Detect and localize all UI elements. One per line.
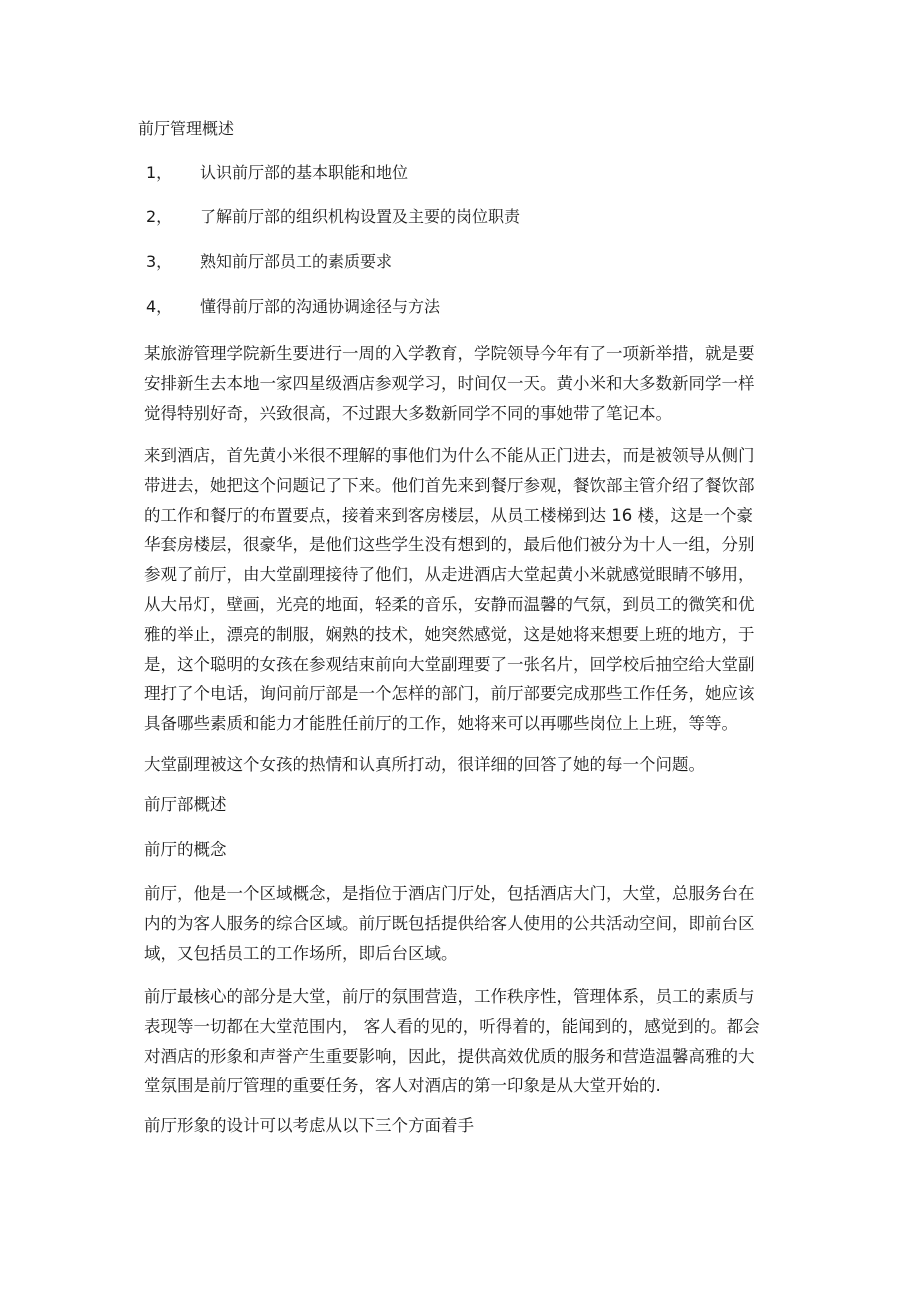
objective-item — [146, 162, 408, 184]
section-heading: 前厅部概述 — [144, 795, 227, 814]
objective-text: 认识前厅部的基本职能和地位 — [200, 163, 409, 182]
objective-item — [146, 206, 520, 228]
text-line: 前厅，他是一个区域概念，是指位于酒店门厅处，包括酒店大门，大堂，总服务台在 — [144, 884, 755, 903]
objective-item — [146, 296, 440, 318]
core-paragraph — [144, 982, 784, 1101]
text-line: 觉得特别好奇，兴致很高，不过跟大多数新同学不同的事她带了笔记本。 — [144, 403, 672, 423]
case-story-paragraph — [144, 441, 784, 739]
text-line: 大堂副理被这个女孩的热情和认真所打动，很详细的回答了她的每一个问题。 — [144, 755, 705, 774]
text-line: 参观了前厅，由大堂副理接待了他们，从走进酒店大堂起黄小米就感觉眼睛不够用， — [144, 565, 755, 585]
objective-number: 4， — [146, 297, 173, 316]
text-line: 内的为客人服务的综合区域。前厅既包括提供给客人使用的公共活动空间，即前台区 — [144, 913, 755, 933]
text-line: 带进去，她把这个问题记了下来。他们首先来到餐厅参观，餐饮部主管介绍了餐饮部 — [144, 475, 755, 495]
objective-number: 1， — [146, 163, 173, 182]
objective-text: 熟知前厅部员工的素质要求 — [200, 252, 393, 271]
text-line: 是，这个聪明的女孩在参观结束前向大堂副理要了一张名片，回学校后抽空给大堂副 — [144, 654, 755, 674]
subsection-heading: 前厅的概念 — [144, 840, 227, 859]
concept-paragraph — [144, 879, 784, 968]
text-line: 前厅最核心的部分是大堂，前厅的氛围营造，工作秩序性，管理体系，员工的素质与 — [144, 987, 755, 1006]
text-line: 理打了个电话，询问前厅部是一个怎样的部门，前厅部要完成那些工作任务，她应该 — [144, 684, 755, 704]
text-line: 堂氛围是前厅管理的重要任务，客人对酒店的第一印象是从大堂开始的. — [144, 1076, 661, 1096]
text-line: 来到酒店，首先黄小米很不理解的事他们为什么不能从正门进去，而是被领导从侧门 — [144, 446, 755, 465]
text-line: 华套房楼层，很豪华，是他们这些学生没有想到的，最后他们被分为十人一组，分别 — [144, 535, 755, 555]
text-line: 对酒店的形象和声誉产生重要影响，因此，提供高效优质的服务和营造温馨高雅的大 — [144, 1046, 755, 1066]
objective-text: 了解前厅部的组织机构设置及主要的岗位职责 — [200, 207, 521, 226]
objective-text: 懂得前厅部的沟通协调途径与方法 — [200, 297, 441, 316]
text-line: 具备哪些素质和能力才能胜任前厅的工作，她将来可以再哪些岗位上上班，等等。 — [144, 714, 738, 734]
objective-number: 2， — [146, 207, 173, 226]
objective-number: 3， — [146, 252, 173, 271]
case-end-paragraph — [144, 750, 784, 780]
text-line: 某旅游管理学院新生要进行一周的入学教育，学院领导今年有了一项新举措，就是要 — [144, 344, 755, 363]
text-line: 域，又包括员工的工作场所，即后台区域。 — [144, 943, 458, 963]
text-line: 表现等一切都在大堂范围内， 客人看的见的，听得着的，能闻到的，感觉到的。都会 — [144, 1016, 760, 1036]
case-intro-paragraph — [144, 339, 784, 428]
text-line: 安排新生去本地一家四星级酒店参观学习，时间仅一天。黄小米和大多数新同学一样 — [144, 373, 755, 393]
objective-item — [146, 251, 392, 273]
text-line: 从大吊灯，壁画，光亮的地面，轻柔的音乐，安静而温馨的气氛，到员工的微笑和优 — [144, 594, 755, 614]
design-heading: 前厅形象的设计可以考虑从以下三个方面着手 — [144, 1116, 474, 1135]
text-line: 的工作和餐厅的布置要点，接着来到客房楼层，从员工楼梯到达 16 楼，这是一个豪 — [144, 505, 753, 525]
document-title: 前厅管理概述 — [138, 119, 235, 138]
text-line: 雅的举止，漂亮的制服，娴熟的技术，她突然感觉，这是她将来想要上班的地方，于 — [144, 624, 755, 644]
